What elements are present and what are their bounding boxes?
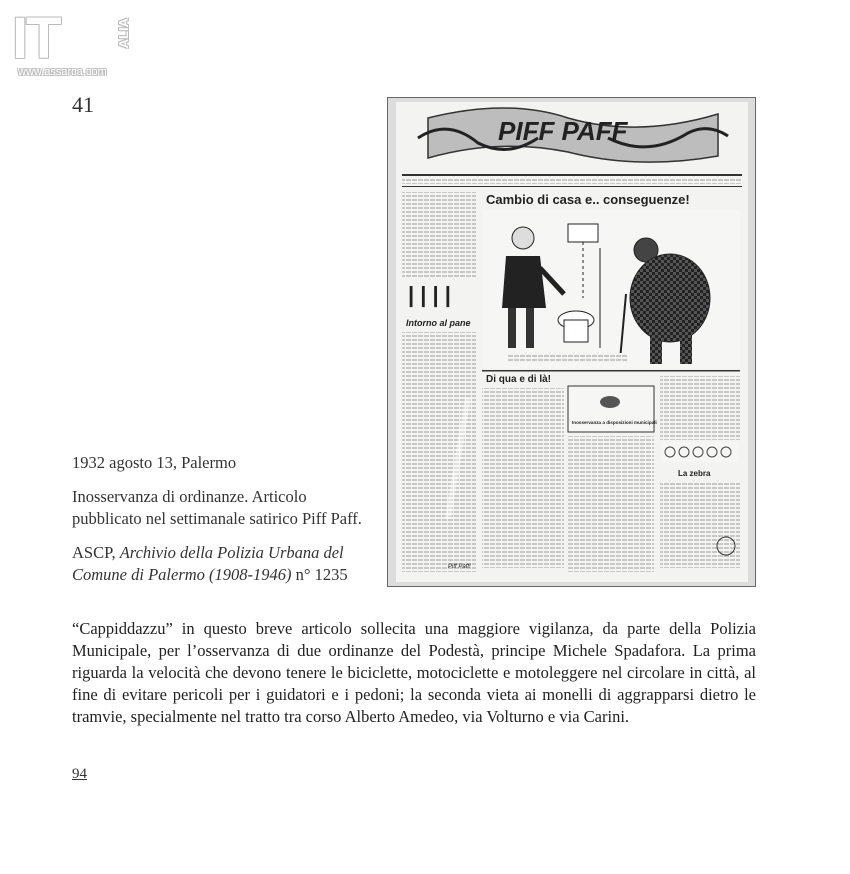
newspaper-box-title: Inosservanza a disposizioni municipali bbox=[572, 420, 657, 425]
caption-source-suffix: n° 1235 bbox=[291, 565, 348, 584]
newspaper-right-column-title: La zebra bbox=[678, 469, 711, 478]
newspaper-left-column-title: Intorno al pane bbox=[406, 318, 471, 328]
page-number: 94 bbox=[72, 766, 87, 782]
caption-date-place: 1932 agosto 13, Palermo bbox=[72, 453, 237, 472]
caption-source-archive: Archivio della Polizia Urbana del Comune di Palermo (1908-1946) bbox=[72, 543, 344, 584]
body-paragraph: “Cappiddazzu” in questo breve articolo sollecita una maggiore vigilanza, da parte della Polizia Municipale, per l’osservanza di due ordinanze del Podestà, principe Michele Spadafora. La prima riguarda la velocità che devono tenere le biciclette, motociclette e motoleggere nel circolare in città, al fine di evitare pericoli per i guidatori e i pedoni; la seconda vieta ai monelli di aggrapparsi dietro le tramvie, specialmente nel tratto tra corso Alberto Amedeo, via Volturno e via Carini. bbox=[72, 619, 756, 726]
caption-description: Inosservanza di ordinanze. Articolo pubblicato nel settimanale satirico Piff Paff. bbox=[72, 487, 362, 528]
svg-text:| | | |: | | | | bbox=[408, 282, 451, 307]
watermark-it: IT bbox=[12, 6, 60, 71]
watermark-site: www.assarca.com bbox=[18, 66, 107, 78]
newspaper-masthead: PIFF PAFF bbox=[498, 116, 628, 146]
photo-caption bbox=[72, 452, 372, 598]
caption-source-prefix: ASCP, bbox=[72, 543, 120, 562]
watermark-alia: ALIA bbox=[116, 18, 131, 49]
newspaper-illustration bbox=[388, 98, 755, 586]
document-number: 41 bbox=[72, 92, 94, 117]
newspaper-photo bbox=[387, 97, 756, 587]
newspaper-signature: Piff Paff! bbox=[448, 564, 471, 570]
newspaper-headline: Cambio di casa e.. conseguenze! bbox=[486, 192, 690, 207]
caption-source bbox=[72, 542, 372, 586]
newspaper-middle-column-title: Di qua e di là! bbox=[486, 374, 552, 385]
watermark-logo bbox=[12, 6, 132, 82]
